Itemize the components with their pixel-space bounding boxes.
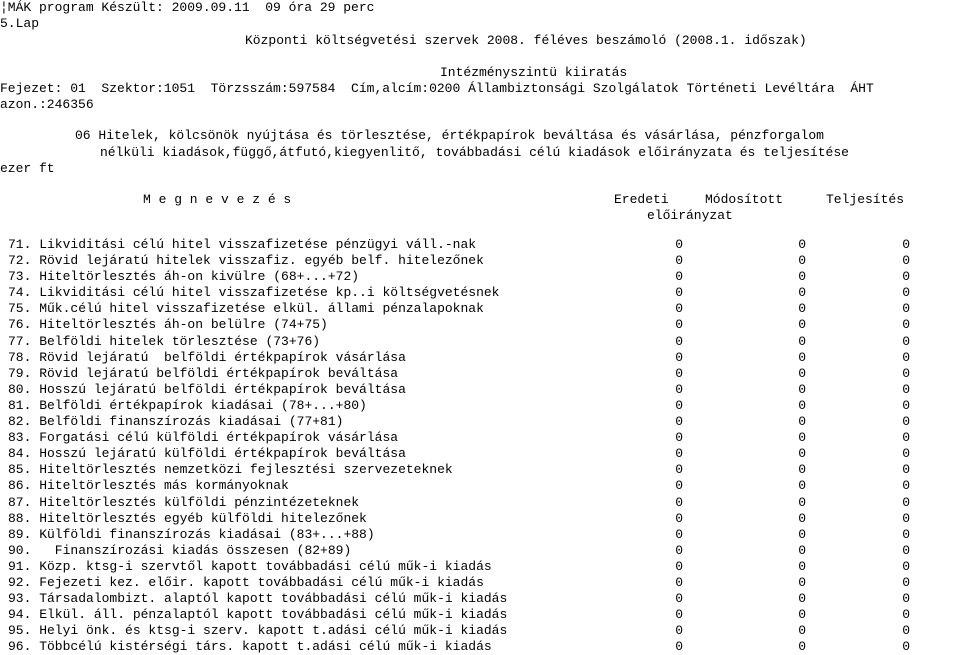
original-value: 0 — [675, 237, 683, 252]
fulfilled-value: 0 — [902, 414, 910, 430]
row-label: 71. Likviditási célú hitel visszafizetése pénzügyi váll.-nak — [8, 237, 477, 252]
original-value: 0 — [675, 414, 683, 430]
row-label: 80. Hosszú lejáratú belföldi értékpapírok beváltása — [8, 381, 406, 397]
original-value: 0 — [675, 639, 683, 655]
fulfilled-value: 0 — [902, 317, 910, 333]
fulfilled-value: 0 — [902, 462, 910, 478]
row-label: 76. Hiteltörlesztés áh-on belülre (74+75) — [8, 317, 328, 333]
original-value: 0 — [675, 623, 683, 639]
table-row — [8, 317, 960, 333]
row-label: 72. Rövid lejáratú hitelek visszafiz. egyéb belf. hitelezőnek — [8, 253, 484, 269]
modified-value: 0 — [798, 349, 806, 365]
row-label: 74. Likviditási célú hitel visszafizetése kp..i költségvetésnek — [8, 285, 500, 301]
row-label: 83. Forgatási célú külföldi értékpapírok vásárlása — [8, 430, 399, 446]
table-row — [8, 527, 960, 543]
fulfilled-value: 0 — [902, 607, 910, 623]
row-label: 94. Elkül. áll. pénzalaptól kapott továbbadási célú műk-i kiadás — [8, 607, 508, 623]
fulfilled-value: 0 — [902, 558, 910, 574]
table-row — [8, 478, 960, 494]
azon-line: azon.:246356 — [0, 97, 94, 112]
original-value: 0 — [675, 542, 683, 558]
modified-value: 0 — [798, 269, 806, 285]
original-value: 0 — [675, 462, 683, 478]
modified-value: 0 — [798, 253, 806, 269]
modified-value: 0 — [798, 430, 806, 446]
row-label: 92. Fejezeti kez. előir. kapott továbbadási célú műk-i kiadás — [8, 574, 484, 590]
column-header-original: Eredeti — [614, 192, 669, 207]
table-row — [8, 591, 960, 607]
modified-value: 0 — [798, 237, 806, 252]
row-label: 90. Finanszírozási kiadás összesen (82+89) — [8, 542, 352, 558]
original-value: 0 — [675, 333, 683, 349]
original-value: 0 — [675, 526, 683, 542]
table-row — [8, 301, 960, 317]
modified-value: 0 — [798, 317, 806, 333]
original-value: 0 — [675, 510, 683, 526]
table-row — [8, 462, 960, 478]
original-value: 0 — [675, 301, 683, 317]
original-value: 0 — [675, 574, 683, 590]
fulfilled-value: 0 — [902, 430, 910, 446]
fulfilled-value: 0 — [902, 446, 910, 462]
fulfilled-value: 0 — [902, 478, 910, 494]
original-value: 0 — [675, 607, 683, 623]
original-value: 0 — [675, 494, 683, 510]
fulfilled-value: 0 — [902, 269, 910, 285]
modified-value: 0 — [798, 478, 806, 494]
table-row — [8, 398, 960, 414]
report-title: Központi költségvetési szervek 2008. féléves beszámoló (2008.1. időszak) — [245, 33, 807, 48]
original-value: 0 — [675, 446, 683, 462]
row-label: 95. Helyi önk. és ktsg-i szerv. kapott t.adási célú műk-i kiadás — [8, 623, 508, 639]
modified-value: 0 — [798, 414, 806, 430]
table-row — [8, 559, 960, 575]
original-value: 0 — [675, 430, 683, 446]
table-row — [8, 382, 960, 398]
table-row — [8, 607, 960, 623]
program-line: ¦MÁK program Készült: 2009.09.11 09 óra 29 perc — [0, 0, 375, 15]
original-value: 0 — [675, 365, 683, 381]
row-label: 88. Hiteltörlesztés egyéb külföldi hitelezőnek — [8, 510, 367, 526]
fulfilled-value: 0 — [902, 510, 910, 526]
original-value: 0 — [675, 591, 683, 607]
original-value: 0 — [675, 381, 683, 397]
table-row — [8, 623, 960, 639]
section-title-line-2: nélküli kiadások,függő,átfutó,kiegyenlitő, továbbadási célú kiadások előirányzata és teljesítése — [100, 145, 849, 160]
fulfilled-value: 0 — [902, 397, 910, 413]
report-subtitle: Intézményszintü kiiratás — [440, 65, 628, 80]
fulfilled-value: 0 — [902, 285, 910, 301]
modified-value: 0 — [798, 446, 806, 462]
modified-value: 0 — [798, 607, 806, 623]
fulfilled-value: 0 — [902, 574, 910, 590]
row-label: 96. Többcélú kistérségi társ. kapott t.adási célú műk-i kiadás — [8, 639, 492, 655]
fulfilled-value: 0 — [902, 253, 910, 269]
row-label: 93. Társadalombizt. alaptól kapott továbbadási célú műk-i kiadás — [8, 591, 508, 607]
original-value: 0 — [675, 558, 683, 574]
fulfilled-value: 0 — [902, 494, 910, 510]
original-value: 0 — [675, 253, 683, 269]
modified-value: 0 — [798, 333, 806, 349]
fulfilled-value: 0 — [902, 591, 910, 607]
table-row — [8, 495, 960, 511]
fulfilled-value: 0 — [902, 333, 910, 349]
original-value: 0 — [675, 285, 683, 301]
modified-value: 0 — [798, 381, 806, 397]
unit-label: ezer ft — [0, 161, 55, 176]
table-row — [8, 575, 960, 591]
original-value: 0 — [675, 349, 683, 365]
table-row — [8, 237, 960, 253]
fulfilled-value: 0 — [902, 381, 910, 397]
row-label: 73. Hiteltörlesztés áh-on kivülre (68+...+72) — [8, 269, 360, 285]
row-label: 89. Külföldi finanszírozás kiadásai (83+...+88) — [8, 526, 375, 542]
table-row — [8, 350, 960, 366]
table-row — [8, 430, 960, 446]
row-label: 86. Hiteltörlesztés más kormányoknak — [8, 478, 289, 494]
row-label: 91. Közp. ktsg-i szervtől kapott továbbadási célú műk-i kiadás — [8, 558, 492, 574]
table-row — [8, 269, 960, 285]
row-label: 77. Belföldi hitelek törlesztése (73+76) — [8, 333, 321, 349]
row-label: 87. Hiteltörlesztés külföldi pénzintézeteknek — [8, 494, 360, 510]
row-label: 79. Rövid lejáratú belföldi értékpapírok beváltása — [8, 365, 399, 381]
table-row — [8, 543, 960, 559]
data-table — [8, 237, 960, 655]
row-label: 75. Műk.célú hitel visszafizetése elkül. állami pénzalapoknak — [8, 301, 484, 317]
modified-value: 0 — [798, 591, 806, 607]
section-title-line-1: 06 Hitelek, kölcsönök nyújtása és törlesztése, értékpapírok beváltása és vásárlása, pénzforgalom — [75, 128, 824, 143]
column-header-modified: Módosított — [705, 192, 784, 207]
original-value: 0 — [675, 269, 683, 285]
original-value: 0 — [675, 478, 683, 494]
row-label: 81. Belföldi értékpapírok kiadásai (78+...+80) — [8, 397, 367, 413]
column-header-estimate: előirányzat — [647, 208, 733, 223]
row-label: 82. Belföldi finanszírozás kiadásai (77+81) — [8, 414, 344, 430]
fulfilled-value: 0 — [902, 365, 910, 381]
fulfilled-value: 0 — [902, 349, 910, 365]
table-row — [8, 334, 960, 350]
table-row — [8, 446, 960, 462]
table-row — [8, 414, 960, 430]
modified-value: 0 — [798, 526, 806, 542]
fulfilled-value: 0 — [902, 301, 910, 317]
fulfilled-value: 0 — [902, 237, 910, 252]
modified-value: 0 — [798, 510, 806, 526]
column-header-fulfilled: Teljesítés — [826, 192, 905, 207]
fulfilled-value: 0 — [902, 639, 910, 655]
modified-value: 0 — [798, 285, 806, 301]
table-row — [8, 366, 960, 382]
column-header-name: M e g n e v e z é s — [143, 192, 292, 207]
original-value: 0 — [675, 317, 683, 333]
modified-value: 0 — [798, 542, 806, 558]
modified-value: 0 — [798, 494, 806, 510]
table-row — [8, 511, 960, 527]
table-row — [8, 253, 960, 269]
row-label: 84. Hosszú lejáratú külföldi értékpapírok beváltása — [8, 446, 406, 462]
modified-value: 0 — [798, 623, 806, 639]
fulfilled-value: 0 — [902, 623, 910, 639]
page-label: 5.Lap — [0, 16, 40, 31]
table-row — [8, 285, 960, 301]
modified-value: 0 — [798, 397, 806, 413]
organization-line: Fejezet: 01 Szektor:1051 Törzsszám:597584 Cím,alcím:0200 Állambiztonsági Szolgálatok Történeti Levéltára ÁHT — [0, 81, 874, 96]
fulfilled-value: 0 — [902, 526, 910, 542]
modified-value: 0 — [798, 301, 806, 317]
row-label: 78. Rövid lejáratú belföldi értékpapírok vásárlása — [8, 349, 406, 365]
modified-value: 0 — [798, 574, 806, 590]
modified-value: 0 — [798, 365, 806, 381]
modified-value: 0 — [798, 462, 806, 478]
row-label: 85. Hiteltörlesztés nemzetközi fejlesztési szervezeteknek — [8, 462, 453, 478]
modified-value: 0 — [798, 558, 806, 574]
fulfilled-value: 0 — [902, 542, 910, 558]
modified-value: 0 — [798, 639, 806, 655]
original-value: 0 — [675, 397, 683, 413]
